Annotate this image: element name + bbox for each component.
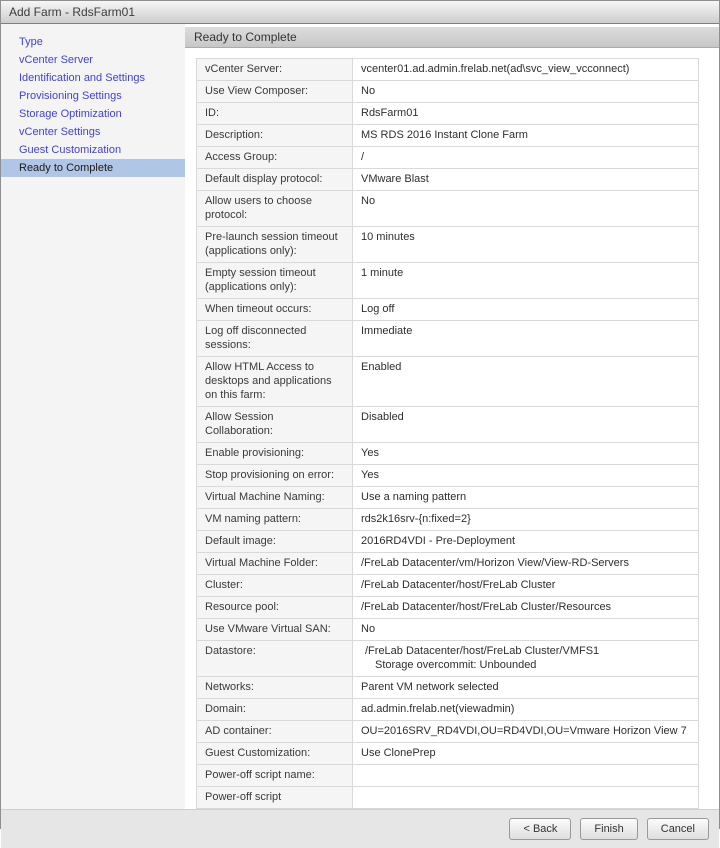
sidebar-item-identification-and-settings[interactable]: Identification and Settings: [19, 72, 145, 84]
row-label: Power-off script name:: [197, 765, 353, 787]
row-value: Log off: [353, 299, 699, 321]
row-label: Pre-launch session timeout (applications only):: [197, 227, 353, 263]
table-row: [197, 509, 699, 531]
row-label: Stop provisioning on error:: [197, 465, 353, 487]
summary-table-body: [197, 59, 699, 809]
row-value: [353, 765, 699, 787]
row-label: Domain:: [197, 699, 353, 721]
window-title: Add Farm - RdsFarm01: [9, 5, 136, 19]
table-row: [197, 103, 699, 125]
row-label: ID:: [197, 103, 353, 125]
table-row: [197, 227, 699, 263]
row-value: MS RDS 2016 Instant Clone Farm: [353, 125, 699, 147]
table-row: [197, 357, 699, 407]
table-row: [197, 487, 699, 509]
sidebar-item-provisioning-settings[interactable]: Provisioning Settings: [19, 90, 122, 102]
sidebar-item-vcenter-server[interactable]: vCenter Server: [19, 54, 93, 66]
row-label: Use View Composer:: [197, 81, 353, 103]
row-label: Access Group:: [197, 147, 353, 169]
row-value: Enabled: [353, 357, 699, 407]
table-row: [197, 443, 699, 465]
row-label: vCenter Server:: [197, 59, 353, 81]
table-row: [197, 765, 699, 787]
row-value: RdsFarm01: [353, 103, 699, 125]
row-value: [353, 641, 699, 677]
row-value: No: [353, 191, 699, 227]
row-label: Default display protocol:: [197, 169, 353, 191]
back-button[interactable]: < Back: [509, 818, 571, 840]
wizard-footer: [1, 809, 719, 848]
row-value: rds2k16srv-{n:fixed=2}: [353, 509, 699, 531]
row-value: Yes: [353, 465, 699, 487]
finish-button[interactable]: Finish: [580, 818, 637, 840]
table-row: [197, 743, 699, 765]
row-label: Use VMware Virtual SAN:: [197, 619, 353, 641]
row-label: Resource pool:: [197, 597, 353, 619]
table-row: [197, 641, 699, 677]
row-label: Networks:: [197, 677, 353, 699]
table-row: [197, 575, 699, 597]
row-value: [353, 787, 699, 809]
table-row: [197, 147, 699, 169]
row-label: When timeout occurs:: [197, 299, 353, 321]
sidebar-item-ready-to-complete[interactable]: Ready to Complete: [1, 159, 185, 177]
table-row: [197, 59, 699, 81]
row-label: AD container:: [197, 721, 353, 743]
table-row: [197, 721, 699, 743]
table-row: [197, 263, 699, 299]
row-value: /: [353, 147, 699, 169]
row-value: /FreLab Datacenter/host/FreLab Cluster: [353, 575, 699, 597]
table-row: [197, 321, 699, 357]
cancel-button[interactable]: Cancel: [647, 818, 709, 840]
row-value: Parent VM network selected: [353, 677, 699, 699]
row-value: 1 minute: [353, 263, 699, 299]
row-label: Log off disconnected sessions:: [197, 321, 353, 357]
row-label: Guest Customization:: [197, 743, 353, 765]
sidebar-item-storage-optimization[interactable]: Storage Optimization: [19, 108, 122, 120]
row-value: No: [353, 81, 699, 103]
row-label: Empty session timeout (applications only):: [197, 263, 353, 299]
row-value: Immediate: [353, 321, 699, 357]
wizard-body: [1, 24, 719, 809]
row-value: Use ClonePrep: [353, 743, 699, 765]
row-value: vcenter01.ad.admin.frelab.net(ad\svc_view_vcconnect): [353, 59, 699, 81]
row-label: Virtual Machine Folder:: [197, 553, 353, 575]
table-row: [197, 81, 699, 103]
row-label: Default image:: [197, 531, 353, 553]
row-label: VM naming pattern:: [197, 509, 353, 531]
table-row: [197, 407, 699, 443]
summary-table: [196, 58, 699, 809]
wizard-content-pane: [185, 24, 719, 809]
table-row: [197, 553, 699, 575]
row-label: Virtual Machine Naming:: [197, 487, 353, 509]
row-label: Enable provisioning:: [197, 443, 353, 465]
sidebar-item-vcenter-settings[interactable]: vCenter Settings: [19, 126, 101, 138]
table-row: [197, 619, 699, 641]
wizard-step-list: [1, 24, 185, 809]
sidebar-item-type[interactable]: Type: [19, 36, 43, 48]
table-row: [197, 125, 699, 147]
row-value: Yes: [353, 443, 699, 465]
row-value: Disabled: [353, 407, 699, 443]
row-label: Datastore:: [197, 641, 353, 677]
table-row: [197, 299, 699, 321]
row-value-line: Storage overcommit: Unbounded: [375, 659, 537, 671]
page-title: Ready to Complete: [194, 30, 297, 44]
sidebar-item-guest-customization[interactable]: Guest Customization: [19, 144, 122, 156]
row-value-line: /FreLab Datacenter/host/FreLab Cluster/VMFS1: [365, 645, 600, 657]
row-label: Allow HTML Access to desktops and applications on this farm:: [197, 357, 353, 407]
row-label: Allow users to choose protocol:: [197, 191, 353, 227]
row-value: ad.admin.frelab.net(viewadmin): [353, 699, 699, 721]
summary-panel: [185, 48, 719, 809]
window-titlebar: [1, 1, 719, 24]
table-row: [197, 597, 699, 619]
table-row: [197, 191, 699, 227]
row-value: 2016RD4VDI - Pre-Deployment: [353, 531, 699, 553]
table-row: [197, 787, 699, 809]
row-label: Allow Session Collaboration:: [197, 407, 353, 443]
table-row: [197, 169, 699, 191]
row-value: No: [353, 619, 699, 641]
row-value: /FreLab Datacenter/vm/Horizon View/View-RD-Servers: [353, 553, 699, 575]
row-value: Use a naming pattern: [353, 487, 699, 509]
panel-header: [185, 27, 719, 48]
table-row: [197, 465, 699, 487]
row-value: 10 minutes: [353, 227, 699, 263]
row-label: Description:: [197, 125, 353, 147]
row-value: VMware Blast: [353, 169, 699, 191]
table-row: [197, 531, 699, 553]
table-row: [197, 699, 699, 721]
row-label: Cluster:: [197, 575, 353, 597]
table-row: [197, 677, 699, 699]
row-value: /FreLab Datacenter/host/FreLab Cluster/Resources: [353, 597, 699, 619]
row-value: OU=2016SRV_RD4VDI,OU=RD4VDI,OU=Vmware Horizon View 7: [353, 721, 699, 743]
row-label: Power-off script: [197, 787, 353, 809]
